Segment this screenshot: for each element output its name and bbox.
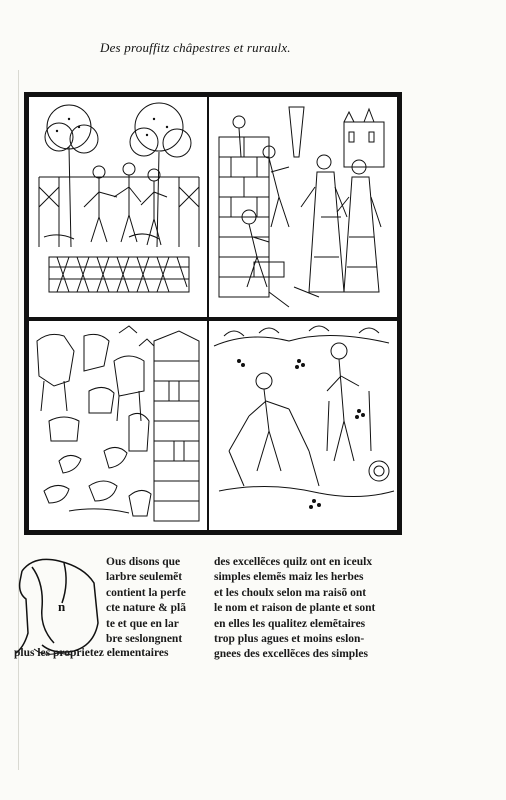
- dropcap-letter: n: [58, 599, 66, 614]
- text-line: bre seslongnent: [106, 633, 183, 646]
- page-edge-shadow: [18, 70, 19, 770]
- running-heading: Des prouffitz châpestres et ruraulx.: [100, 40, 291, 55]
- text-column-left: [106, 555, 206, 647]
- text-line: des excellẽces quilz ont en iceulx: [214, 556, 373, 568]
- text-line: le nom et raison de plante et sont: [214, 602, 376, 615]
- woodcut-panel-vineyard: [209, 321, 397, 530]
- text-line: simples elemẽs maiz les herbes: [214, 571, 364, 584]
- text-line: en elles les qualitez elemẽtaires: [214, 617, 366, 630]
- woodcut-panel-builders: [209, 97, 397, 317]
- text-line: trop plus agues et moins eslon-: [214, 633, 365, 646]
- text-line: larbre seulemẽt: [106, 571, 183, 584]
- woodcut-panel-animals: [29, 321, 207, 530]
- text-line: cte nature & plã: [106, 602, 186, 615]
- text-line: contient la perfe: [106, 586, 186, 599]
- woodcut-illustration: [24, 92, 402, 535]
- woodcut-panel-orchard: [29, 97, 207, 317]
- text-line: Ous disons que: [106, 556, 181, 568]
- text-column-right: [214, 555, 404, 663]
- text-line: te et que en lar: [106, 617, 179, 630]
- text-line-full-width: plus les proprietez elementaires: [14, 647, 169, 659]
- text-line: et les choulx selon ma raisõ ont: [214, 586, 367, 599]
- text-line: gnees des excellẽces des simples: [214, 648, 368, 661]
